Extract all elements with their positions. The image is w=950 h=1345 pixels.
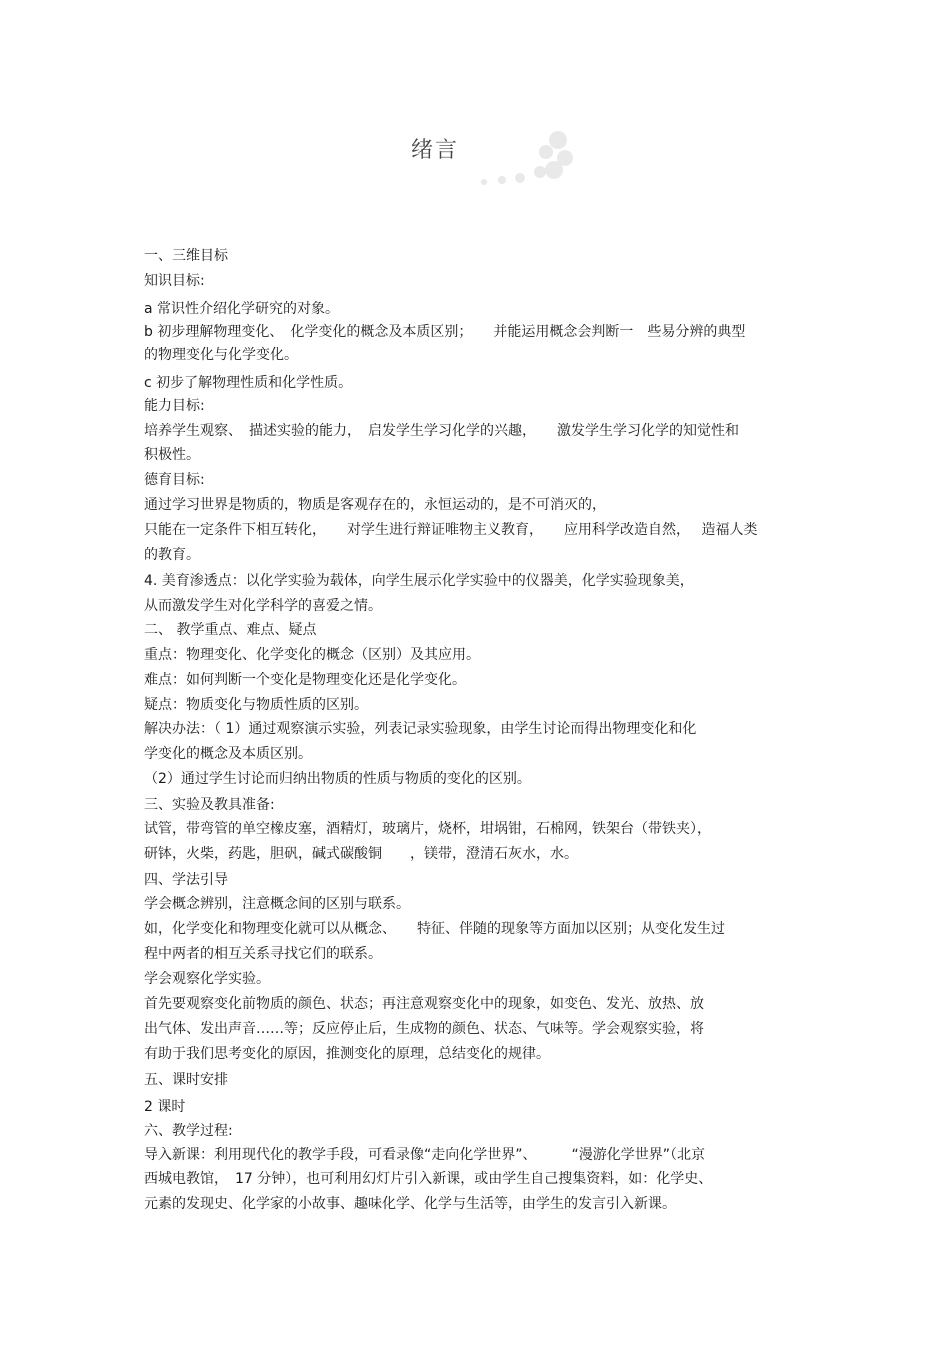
text-line: 重点：物理变化、化学变化的概念（区别）及其应用。 [144,647,480,663]
text-line: 德育目标: [144,472,205,488]
scan-smudge-mark [470,128,580,186]
text-line: 六、教学过程: [144,1123,233,1139]
text-line: 学变化的概念及本质区别。 [144,746,312,762]
text-line: 试管，带弯管的单空橡皮塞，酒精灯，玻璃片，烧杯，坩埚钳，石棉网，铁架台（带铁夹）， [144,821,711,837]
text-line: 从而激发学生对化学科学的喜爱之情。 [144,598,382,614]
text-line: 五、课时安排 [144,1072,228,1088]
text-line: （2）通过学生讨论而归纳出物质的性质与物质的变化的区别。 [144,771,531,787]
text-line: 四、学法引导 [144,872,228,888]
text-line: 培养学生观察、 描述实验的能力， 启发学生学习化学的兴趣， 激发学生学习化学的知觉性和 [144,423,739,439]
text-line: 难点：如何判断一个变化是物理变化还是化学变化。 [144,672,466,688]
text-line: 能力目标: [144,398,205,414]
text-line: 知识目标: [144,273,205,289]
text-line: 程中两者的相互关系寻找它们的联系。 [144,946,382,962]
text-line: 4. 美育渗透点：以化学实验为载体，向学生展示化学实验中的仪器美，化学实验现象美， [144,573,694,589]
document-title: 绪言 [410,138,459,163]
text-line: 的教育。 [144,547,200,563]
text-line: 二、 教学重点、难点、疑点 [144,622,317,638]
text-line: 出气体、发出声音……等；反应停止后，生成物的颜色、状态、气味等。学会观察实验，将 [144,1021,704,1037]
text-line: 一、三维目标 [144,248,228,264]
text-line: c 初步了解物理性质和化学性质。 [144,375,353,391]
text-line: 通过学习世界是物质的，物质是客观存在的，永恒运动的，是不可消灭的， [144,497,606,513]
text-line: 首先要观察变化前物质的颜色、状态；再注意观察变化中的现象，如变色、发光、放热、放 [144,996,704,1012]
text-line: 2 课时 [144,1099,186,1115]
text-line: 研钵，火柴，药匙，胆矾，碱式碳酸铜 ，镁带，澄清石灰水，水。 [144,846,578,862]
text-line: 三、实验及教具准备: [144,797,275,813]
text-line: 只能在一定条件下相互转化， 对学生进行辩证唯物主义教育， 应用科学改造自然， 造福人类 [144,522,758,538]
text-line: 学会观察化学实验。 [144,971,270,987]
text-line: 疑点：物质变化与物质性质的区别。 [144,697,368,713]
text-line: 的物理变化与化学变化。 [144,347,298,363]
text-line: 学会概念辨别，注意概念间的区别与联系。 [144,896,410,912]
text-line: 如，化学变化和物理变化就可以从概念、 特征、伴随的现象等方面加以区别；从变化发生过 [144,921,725,937]
text-line: 解决办法：（ 1）通过观察演示实验，列表记录实验现象，由学生讨论而得出物理变化和化 [144,721,697,737]
text-line: 有助于我们思考变化的原因，推测变化的原理，总结变化的规律。 [144,1046,550,1062]
text-line: 元素的发现史、化学家的小故事、趣味化学、化学与生活等，由学生的发言引入新课。 [144,1196,676,1212]
text-line: 西城电教馆， 17 分钟），也可利用幻灯片引入新课，或由学生自己搜集资料，如：化学史、 [144,1171,713,1187]
text-line: a 常识性介绍化学研究的对象。 [144,301,340,317]
text-line: b 初步理解物理变化、 化学变化的概念及本质区别； 并能运用概念会判断一 些易分辨的典型 [144,324,746,340]
text-line: 积极性。 [144,447,200,463]
text-line: 导入新课：利用现代化的教学手段，可看录像“走向化学世界”、 “漫游化学世界”（北京 [144,1147,706,1163]
